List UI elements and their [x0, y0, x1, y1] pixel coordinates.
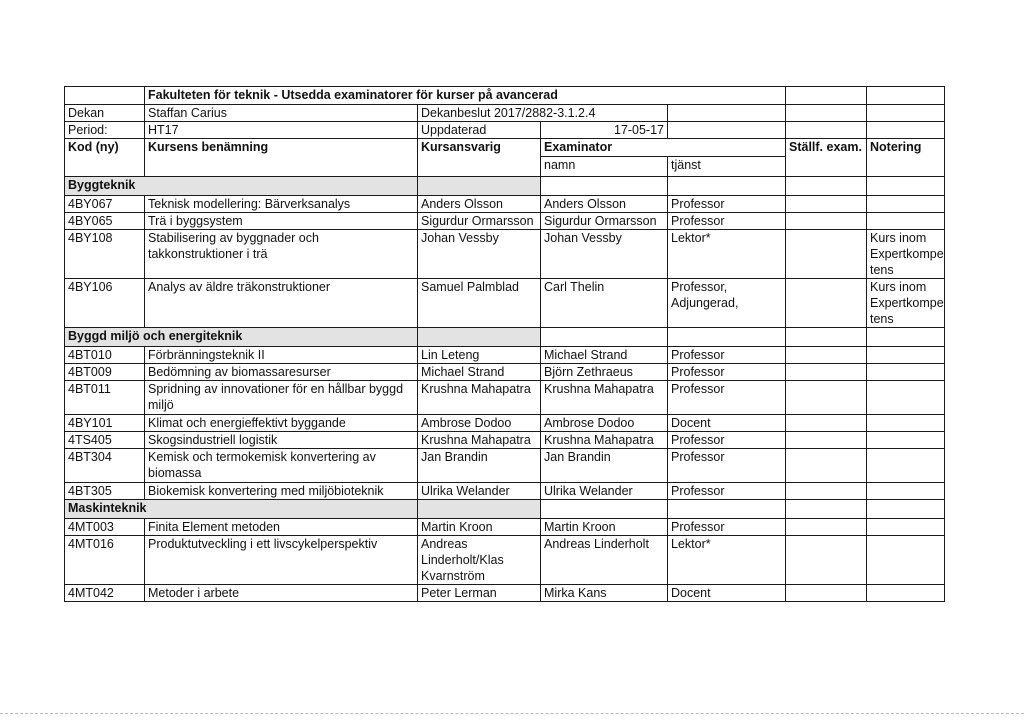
course-name-cell: Spridning av innovationer för en hållbar byggd miljö	[145, 381, 418, 415]
deputy-examiner-cell	[786, 449, 867, 483]
period-label: Period:	[65, 122, 145, 139]
section-blank-cell	[541, 177, 668, 196]
examiner-title-cell: Professor	[668, 449, 786, 483]
deputy-examiner-cell	[786, 230, 867, 279]
section-blank-cell	[668, 328, 786, 347]
note-cell	[867, 213, 945, 230]
examiner-name-cell: Ulrika Welander	[541, 483, 668, 500]
table-row	[65, 585, 945, 602]
section-blank-cell	[867, 177, 945, 196]
section-blank-cell	[418, 328, 541, 347]
blank-cell	[867, 122, 945, 139]
course-responsible-cell: Sigurdur Ormarsson	[418, 213, 541, 230]
course-code-cell: 4BY065	[65, 213, 145, 230]
examiner-name-cell: Carl Thelin	[541, 279, 668, 328]
examiner-name-cell: Ambrose Dodoo	[541, 415, 668, 432]
note-cell: Kurs inom Expertkompe tens	[867, 230, 945, 279]
table-row	[65, 364, 945, 381]
examiner-title-cell: Professor	[668, 432, 786, 449]
note-cell	[867, 519, 945, 536]
note-cell	[867, 536, 945, 585]
note-cell	[867, 381, 945, 415]
section-blank-cell	[541, 500, 668, 519]
course-code-cell: 4MT042	[65, 585, 145, 602]
deputy-examiner-cell	[786, 213, 867, 230]
section-blank-cell	[867, 500, 945, 519]
col-header-tjanst: tjänst	[668, 157, 786, 177]
examiner-name-cell: Krushna Mahapatra	[541, 381, 668, 415]
course-code-cell: 4MT003	[65, 519, 145, 536]
course-code-cell: 4BT011	[65, 381, 145, 415]
course-name-cell: Bedömning av biomassaresurser	[145, 364, 418, 381]
course-responsible-cell: Johan Vessby	[418, 230, 541, 279]
section-blank-cell	[668, 177, 786, 196]
course-responsible-cell: Anders Olsson	[418, 196, 541, 213]
col-header-kod: Kod (ny)	[65, 139, 145, 177]
examiner-name-cell: Jan Brandin	[541, 449, 668, 483]
title-blank-cell	[867, 87, 945, 105]
course-name-cell: Skogsindustriell logistik	[145, 432, 418, 449]
section-row	[65, 328, 945, 347]
document-title: Fakulteten för teknik - Utsedda examinatorer för kurser på avancerad	[145, 87, 786, 105]
table-row	[65, 347, 945, 364]
examiner-name-cell: Sigurdur Ormarsson	[541, 213, 668, 230]
deputy-examiner-cell	[786, 585, 867, 602]
blank-cell	[668, 105, 786, 122]
course-code-cell: 4TS405	[65, 432, 145, 449]
blank-cell	[668, 122, 786, 139]
section-title: Byggd miljö och energiteknik	[65, 328, 418, 347]
course-code-cell: 4BY101	[65, 415, 145, 432]
examiner-title-cell: Professor	[668, 483, 786, 500]
course-responsible-cell: Samuel Palmblad	[418, 279, 541, 328]
examiner-title-cell: Docent	[668, 585, 786, 602]
title-blank-cell	[786, 87, 867, 105]
examiner-name-cell: Andreas Linderholt	[541, 536, 668, 585]
course-responsible-cell: Michael Strand	[418, 364, 541, 381]
deputy-examiner-cell	[786, 536, 867, 585]
col-header-notering: Notering	[867, 139, 945, 177]
course-name-cell: Stabilisering av byggnader och takkonstruktioner i trä	[145, 230, 418, 279]
course-name-cell: Klimat och energieffektivt byggande	[145, 415, 418, 432]
table-row	[65, 381, 945, 415]
course-code-cell: 4BT304	[65, 449, 145, 483]
course-code-cell: 4BT305	[65, 483, 145, 500]
deputy-examiner-cell	[786, 347, 867, 364]
dekanbeslut: Dekanbeslut 2017/2882-3.1.2.4	[418, 105, 668, 122]
note-cell	[867, 415, 945, 432]
course-code-cell: 4BT009	[65, 364, 145, 381]
examiner-title-cell: Professor	[668, 196, 786, 213]
examiner-name-cell: Anders Olsson	[541, 196, 668, 213]
note-cell	[867, 449, 945, 483]
col-header-examinator: Examinator	[541, 139, 786, 157]
examiner-title-cell: Professor	[668, 364, 786, 381]
blank-cell	[867, 105, 945, 122]
deputy-examiner-cell	[786, 381, 867, 415]
blank-cell	[786, 105, 867, 122]
section-title: Maskinteknik	[65, 500, 418, 519]
course-code-cell: 4MT016	[65, 536, 145, 585]
examiner-title-cell: Professor	[668, 519, 786, 536]
course-responsible-cell: Peter Lerman	[418, 585, 541, 602]
examiner-name-cell: Johan Vessby	[541, 230, 668, 279]
section-title: Byggteknik	[65, 177, 418, 196]
course-name-cell: Kemisk och termokemisk konvertering av biomassa	[145, 449, 418, 483]
period-row	[65, 122, 945, 139]
examiner-title-cell: Docent	[668, 415, 786, 432]
examiner-name-cell: Krushna Mahapatra	[541, 432, 668, 449]
col-header-kursansvarig: Kursansvarig	[418, 139, 541, 177]
examiner-title-cell: Professor	[668, 347, 786, 364]
section-blank-cell	[541, 328, 668, 347]
examiner-title-cell: Professor	[668, 381, 786, 415]
course-responsible-cell: Martin Kroon	[418, 519, 541, 536]
section-blank-cell	[786, 500, 867, 519]
section-blank-cell	[786, 328, 867, 347]
course-code-cell: 4BY108	[65, 230, 145, 279]
course-responsible-cell: Lin Leteng	[418, 347, 541, 364]
note-cell	[867, 196, 945, 213]
examiner-name-cell: Martin Kroon	[541, 519, 668, 536]
course-responsible-cell: Krushna Mahapatra	[418, 432, 541, 449]
course-code-cell: 4BT010	[65, 347, 145, 364]
table-body	[65, 87, 945, 602]
table-row	[65, 432, 945, 449]
deputy-examiner-cell	[786, 279, 867, 328]
table-row	[65, 213, 945, 230]
section-blank-cell	[867, 328, 945, 347]
section-blank-cell	[786, 177, 867, 196]
section-blank-cell	[668, 500, 786, 519]
title-row	[65, 87, 945, 105]
page-bottom-rule	[0, 713, 1024, 714]
section-row	[65, 500, 945, 519]
course-responsible-cell: Andreas Linderholt/Klas Kvarnström	[418, 536, 541, 585]
examiner-name-cell: Björn Zethraeus	[541, 364, 668, 381]
note-cell	[867, 483, 945, 500]
course-code-cell: 4BY067	[65, 196, 145, 213]
course-name-cell: Teknisk modellering: Bärverksanalys	[145, 196, 418, 213]
column-header-row	[65, 139, 945, 157]
deputy-examiner-cell	[786, 432, 867, 449]
course-name-cell: Trä i byggsystem	[145, 213, 418, 230]
course-name-cell: Metoder i arbete	[145, 585, 418, 602]
course-name-cell: Biokemisk konvertering med miljöbioteknik	[145, 483, 418, 500]
section-blank-cell	[418, 500, 541, 519]
examiner-name-cell: Michael Strand	[541, 347, 668, 364]
deputy-examiner-cell	[786, 364, 867, 381]
course-responsible-cell: Ulrika Welander	[418, 483, 541, 500]
course-responsible-cell: Krushna Mahapatra	[418, 381, 541, 415]
course-name-cell: Produktutveckling i ett livscykelperspektiv	[145, 536, 418, 585]
note-cell: Kurs inom Expertkompe tens	[867, 279, 945, 328]
course-responsible-cell: Ambrose Dodoo	[418, 415, 541, 432]
table-row	[65, 415, 945, 432]
examiner-title-cell: Lektor*	[668, 536, 786, 585]
table-row	[65, 279, 945, 328]
blank-cell	[786, 122, 867, 139]
dekan-row	[65, 105, 945, 122]
examiner-table	[64, 86, 945, 602]
deputy-examiner-cell	[786, 196, 867, 213]
examiner-title-cell: Professor, Adjungerad,	[668, 279, 786, 328]
table-row	[65, 230, 945, 279]
dekan-name: Staffan Carius	[145, 105, 418, 122]
course-responsible-cell: Jan Brandin	[418, 449, 541, 483]
note-cell	[867, 432, 945, 449]
section-row	[65, 177, 945, 196]
title-blank-cell	[65, 87, 145, 105]
course-name-cell: Förbränningsteknik II	[145, 347, 418, 364]
dekan-label: Dekan	[65, 105, 145, 122]
examiner-title-cell: Professor	[668, 213, 786, 230]
updated-label: Uppdaterad	[418, 122, 541, 139]
note-cell	[867, 585, 945, 602]
deputy-examiner-cell	[786, 415, 867, 432]
table-row	[65, 483, 945, 500]
table-row	[65, 519, 945, 536]
course-code-cell: 4BY106	[65, 279, 145, 328]
col-header-stallf: Ställf. exam.	[786, 139, 867, 177]
table-row	[65, 449, 945, 483]
course-name-cell: Finita Element metoden	[145, 519, 418, 536]
section-blank-cell	[418, 177, 541, 196]
deputy-examiner-cell	[786, 483, 867, 500]
note-cell	[867, 364, 945, 381]
examiner-title-cell: Lektor*	[668, 230, 786, 279]
course-name-cell: Analys av äldre träkonstruktioner	[145, 279, 418, 328]
deputy-examiner-cell	[786, 519, 867, 536]
table-row	[65, 536, 945, 585]
period-value: HT17	[145, 122, 418, 139]
table-row	[65, 196, 945, 213]
note-cell	[867, 347, 945, 364]
col-header-namn: namn	[541, 157, 668, 177]
updated-date: 17-05-17	[541, 122, 668, 139]
examiner-name-cell: Mirka Kans	[541, 585, 668, 602]
col-header-benamning: Kursens benämning	[145, 139, 418, 177]
